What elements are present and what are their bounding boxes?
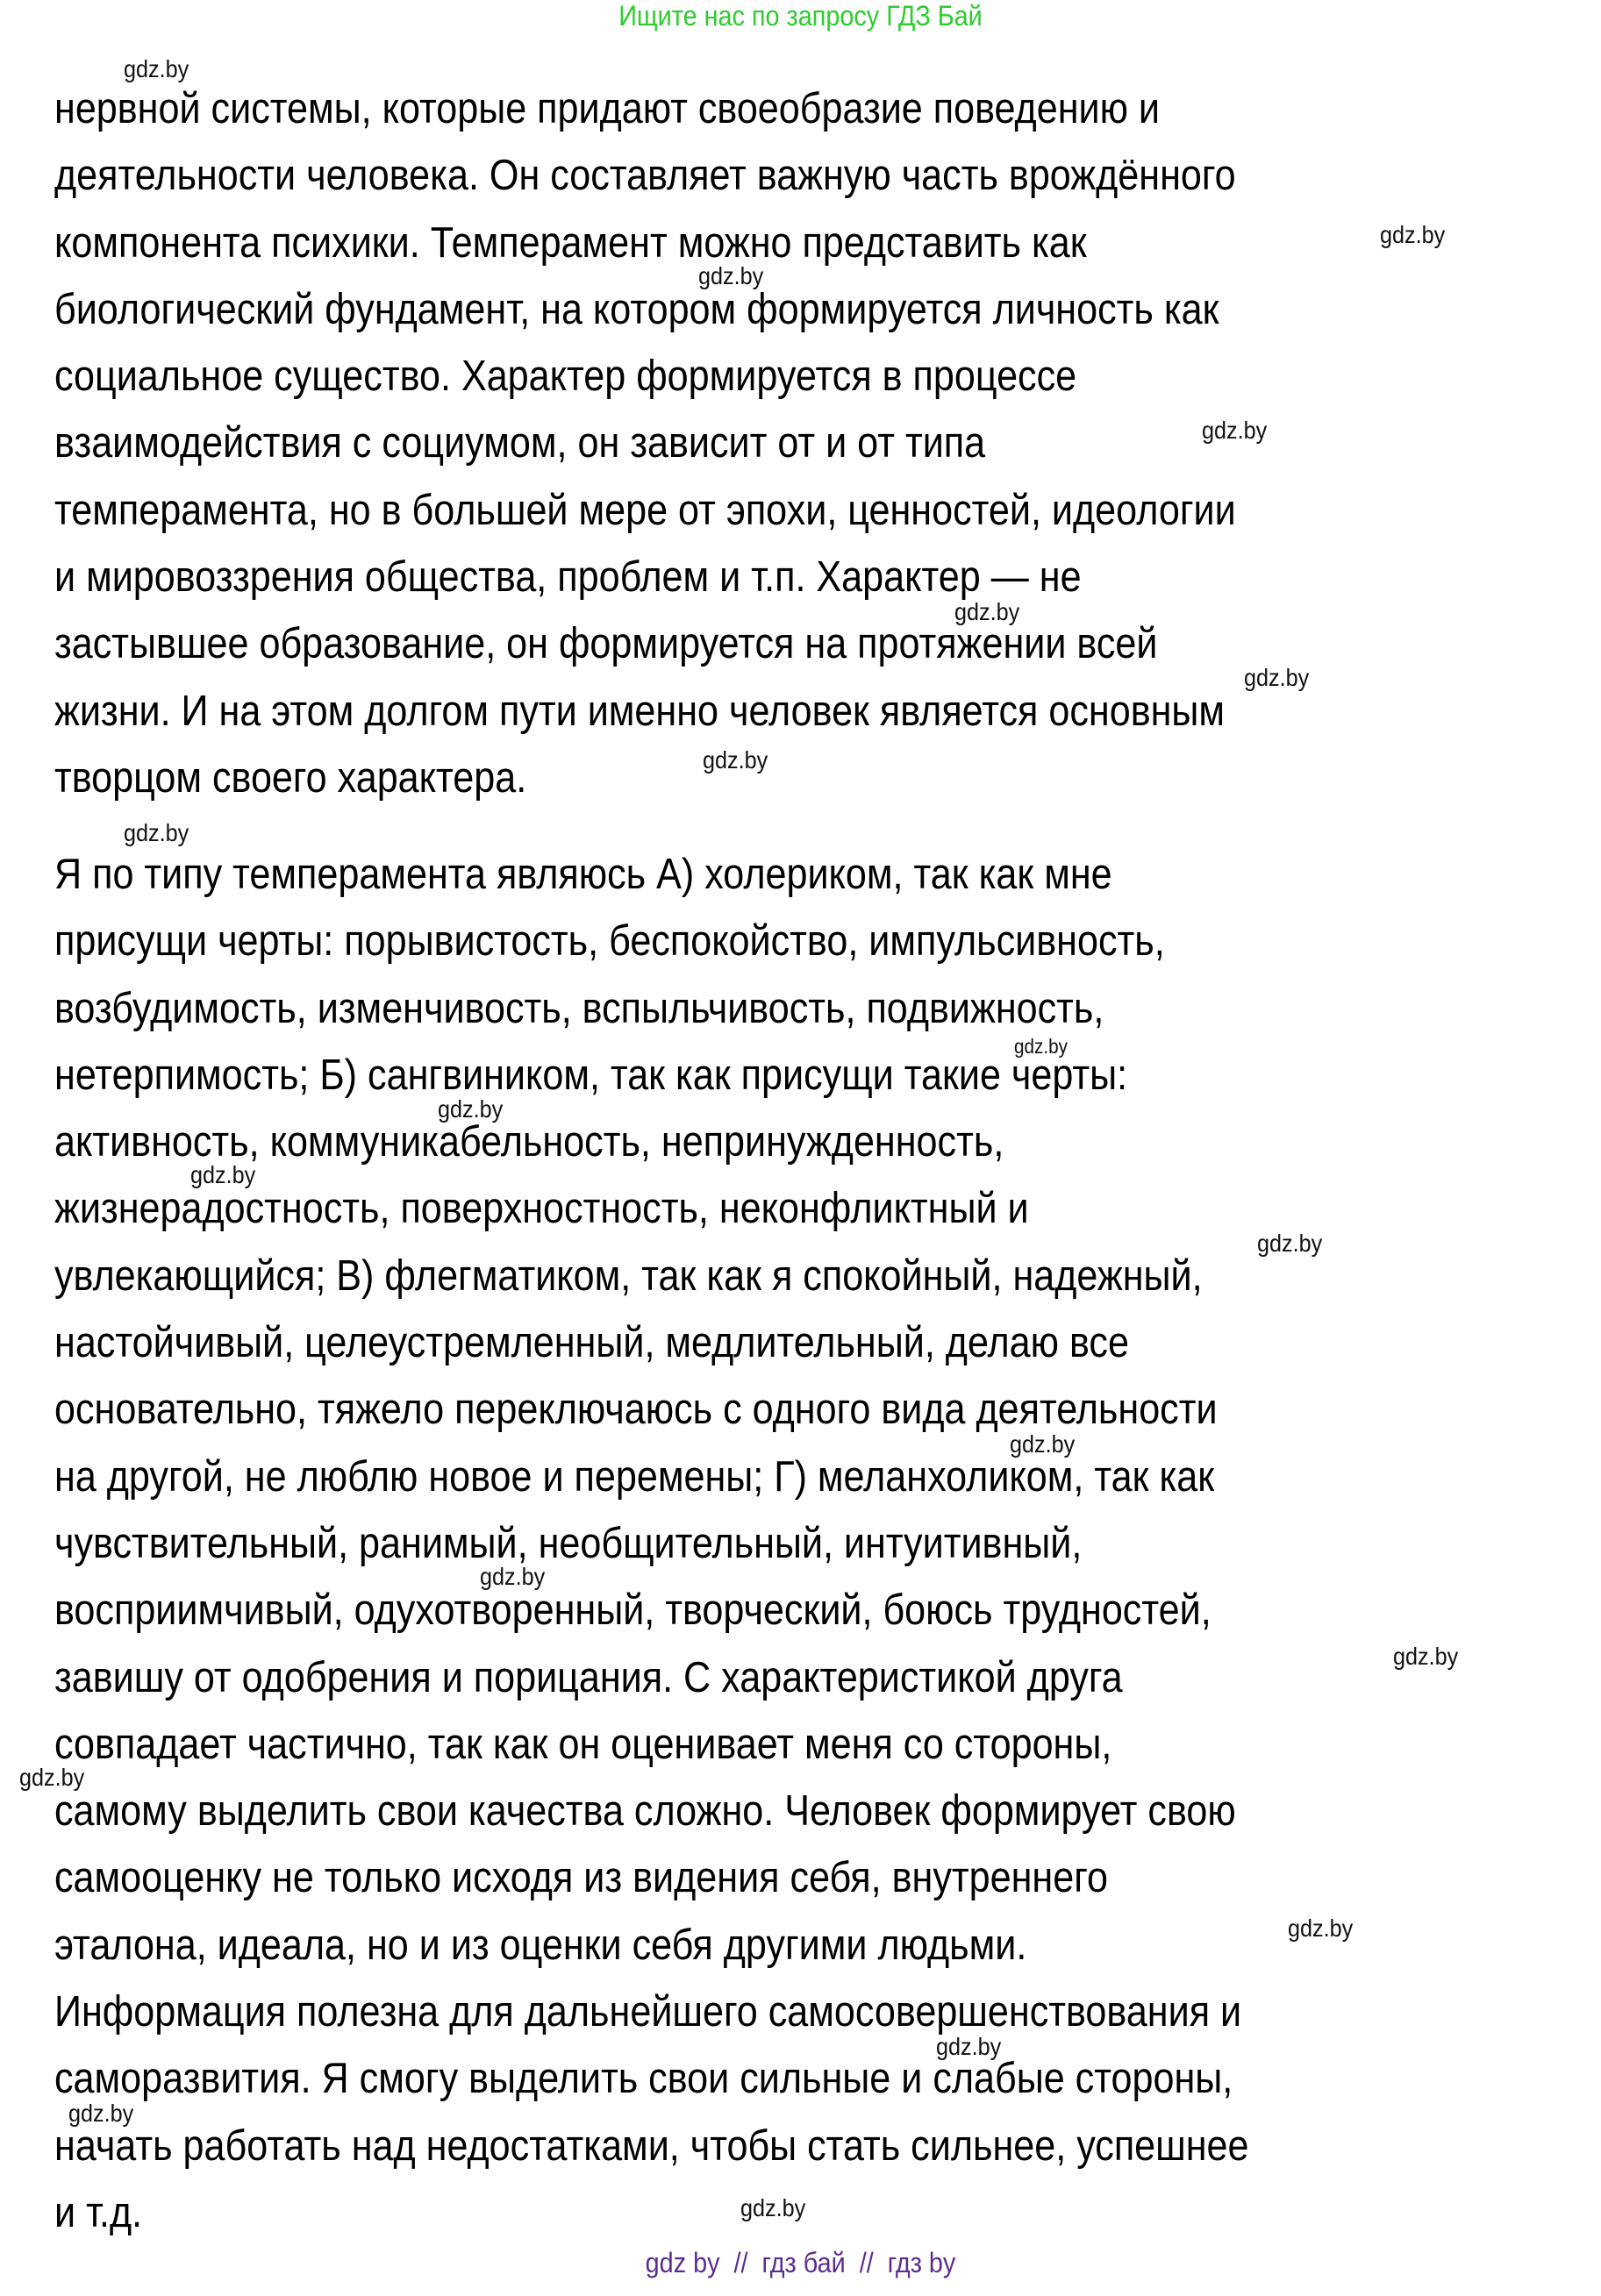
text-line: активность, коммуникабельность, непринужденность, xyxy=(54,1118,1004,1166)
paragraph-temperament xyxy=(54,75,1397,811)
watermark: gdz.by xyxy=(1288,1915,1354,1942)
text-line: завишу от одобрения и порицания. С характеристикой друга xyxy=(54,1653,1123,1701)
text-line: компонента психики. Темперамент можно представить как xyxy=(54,218,1087,267)
watermark: gdz.by xyxy=(1014,1035,1068,1058)
watermark: gdz.by xyxy=(438,1095,504,1123)
text-line: на другой, не люблю новое и перемены; Г) меланхоликом, так как xyxy=(54,1452,1215,1501)
text-line: и мировоззрения общества, проблем и т.п. Характер — не xyxy=(54,553,1082,602)
text-line: биологический фундамент, на котором формируется личность как xyxy=(54,285,1219,333)
watermark: gdz.by xyxy=(480,1563,546,1590)
watermark: gdz.by xyxy=(124,819,189,846)
watermark: gdz.by xyxy=(19,1764,85,1791)
watermark: gdz.by xyxy=(1244,664,1310,691)
text-line: жизнерадостность, поверхностность, неконфликтный и xyxy=(54,1185,1029,1233)
text-line: деятельности человека. Он составляет важную часть врождённого xyxy=(54,152,1236,200)
text-line: застывшее образование, он формируется на протяжении всей xyxy=(54,620,1158,668)
text-line: жизни. И на этом долгом пути именно человек является основным xyxy=(54,687,1226,735)
watermark: gdz.by xyxy=(703,746,768,774)
text-line: присущи черты: порывистость, беспокойство, импульсивность, xyxy=(54,917,1165,966)
text-line: основательно, тяжело переключаюсь с одного вида деятельности xyxy=(54,1386,1218,1434)
watermark: gdz.by xyxy=(1380,221,1446,248)
watermark: gdz.by xyxy=(936,2033,1002,2060)
text-line: и т.д. xyxy=(54,2188,143,2236)
text-line: начать работать над недостатками, чтобы стать сильнее, успешнее xyxy=(54,2121,1249,2170)
text-line: Информация полезна для дальнейшего самосовершенствования и xyxy=(54,1988,1242,2036)
text-line: нетерпимость; Б) сангвиником, так как присущи такие черты: xyxy=(54,1051,1128,1099)
text-line: темперамента, но в большей мере от эпохи, ценностей, идеологии xyxy=(54,486,1236,534)
text-line: социальное существо. Характер формируется в процессе xyxy=(54,353,1077,401)
text-line: нервной системы, которые придают своеобразие поведению и xyxy=(54,85,1161,132)
watermark: gdz.by xyxy=(190,1161,256,1188)
text-line: возбудимость, изменчивость, вспыльчивость, подвижность, xyxy=(54,984,1104,1032)
watermark: gdz.by xyxy=(1257,1230,1323,1257)
text-line: творцом своего характера. xyxy=(54,753,527,802)
text-line: взаимодействия с социумом, он зависит от и от типа xyxy=(54,419,986,467)
text-line: увлекающийся; В) флегматиком, так как я спокойный, надежный, xyxy=(54,1251,1203,1300)
watermark: gdz.by xyxy=(124,55,189,82)
watermark: gdz.by xyxy=(68,2100,134,2127)
text-line: совпадает частично, так как он оценивает меня со стороны, xyxy=(54,1720,1112,1768)
search-hint-banner: Ищите нас по запросу ГДЗ Бай xyxy=(618,0,983,32)
watermark: gdz.by xyxy=(740,2194,806,2221)
footer-site-links: gdz by // гдз бай // гдз by xyxy=(645,2247,956,2278)
watermark: gdz.by xyxy=(1393,1643,1459,1670)
paragraph-self-assessment xyxy=(54,841,1412,2246)
text-line: настойчивый, целеустремленный, медлительный, делаю все xyxy=(54,1319,1129,1367)
text-line: самому выделить свои качества сложно. Человек формирует свою xyxy=(54,1787,1236,1836)
watermark: gdz.by xyxy=(1010,1430,1076,1458)
watermark: gdz.by xyxy=(954,598,1020,625)
text-line: Я по типу темперамента являюсь А) холериком, так как мне xyxy=(54,851,1112,898)
text-line: чувствительный, ранимый, необщительный, интуитивный, xyxy=(54,1519,1083,1567)
watermark: gdz.by xyxy=(1202,417,1268,444)
text-line: эталона, идеала, но и из оценки себя другими людьми. xyxy=(54,1921,1027,1969)
text-line: саморазвития. Я смогу выделить свои сильные и слабые стороны, xyxy=(54,2055,1233,2103)
watermark: gdz.by xyxy=(698,262,764,289)
text-line: самооценку не только исходя из видения себя, внутреннего xyxy=(54,1854,1108,1902)
text-line: восприимчивый, одухотворенный, творческий, боюсь трудностей, xyxy=(54,1587,1211,1635)
